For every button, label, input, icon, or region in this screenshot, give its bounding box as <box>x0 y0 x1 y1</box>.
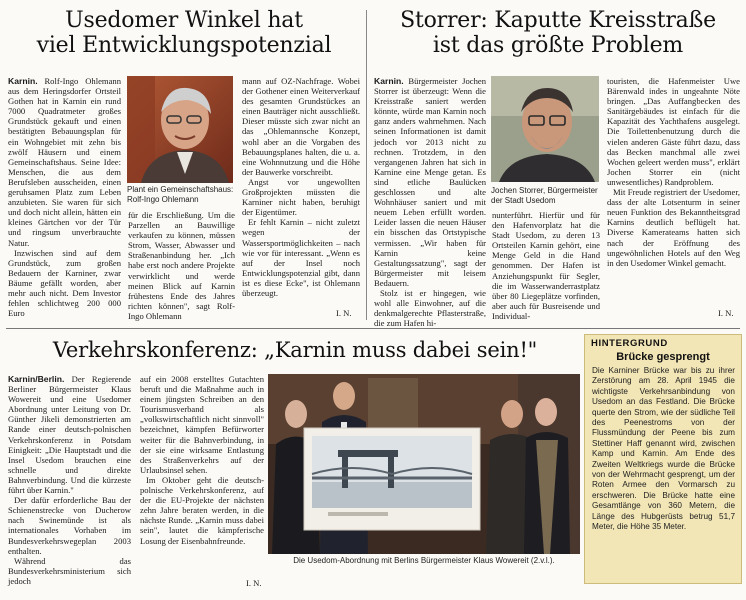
article3-headline: Verkehrskonferenz: „Karnin muss dabei sein!" <box>52 338 538 362</box>
article3-text-5: Im Oktober geht die deutsch-polnische Verkehrskonferenz, auf der die EU-Projekte der nächsten zehn Jahre beraten werden, in die nächste Runde. „Karnin muss dabei sein", lautet die kämpferische Losung der Eisenbahnfreunde. <box>140 474 264 546</box>
article3-dateline: Karnin/Berlin. <box>8 374 65 384</box>
article3-text-3: Während das Bundesverkehrsministerium sich jedoch <box>8 555 131 586</box>
article2-column-3 <box>607 76 740 316</box>
article2-headline <box>372 8 744 58</box>
section-divider <box>6 328 740 329</box>
article2-dateline: Karnin. <box>374 76 404 86</box>
sidebar-tag: HINTERGRUND <box>591 338 668 349</box>
article3-column-1 <box>8 374 131 586</box>
article2-text-4: touristen, die Hafenmeister Uwe Bärenwald indes in ungeahnte Nöte bringen. „Das Auffangbecken des Sanitärgebäudes ist einfach für die Kapazität des Yachthafens ausgelegt. Die Toilettenbenutzung durch die vielen anderen Gäste führt dazu, dass das Becken manchmal alle zwei Wochen geleert werden muss", erklärt Jochen Storrer ein (nicht unwesentliches) Randproblem. <box>607 76 740 187</box>
article1-column-2 <box>128 210 235 324</box>
article1-headline-line1: Usedomer Winkel hat <box>65 8 303 33</box>
article3-text-2: Der dafür erforderliche Bau der Schienenstrecke von Ducherow nach Swinemünde ist als internationales Vorhaben im Bundesverkehrswegeplan 2003 enthalten. <box>8 495 131 556</box>
article1-headline-line2: viel Entwicklungspotenzial <box>36 33 332 58</box>
article1-text-5: Angst vor ungewollten Großprojekten müssten die Karniner nicht haben, beruhigt der Eigentümer. <box>242 176 360 218</box>
article1-text-6: Er fehlt Karnin – nicht zuletzt wegen der Wassersportmöglichkeiten – nach wie vor für interessant. „Wenn es auf der Insel noch Entwicklungspotenzial gibt, dann ist es diese Ecke", ist Ohlemann überzeugt. <box>242 217 360 298</box>
background-sidebar <box>584 334 742 584</box>
article1-signature: I. N. <box>336 308 352 318</box>
article1-text-2: Inzwischen sind auf dem Grundstück, zum großen Bedauern der Karniner, zwar Bäume gefällt worden, aber mehr auch nicht. Dem Investor fehlen schlichtweg 200 000 Euro <box>8 247 121 319</box>
photo-caption-delegation: Die Usedom-Abordnung mit Berlins Bürgermeister Klaus Wowereit (2.v.l.). <box>293 556 555 565</box>
article1-headline <box>4 8 364 58</box>
portrait-photo-storrer <box>491 76 599 182</box>
article2-text-1: Bürgermeister Jochen Storrer ist überzeugt: Wenn die Kreisstraße saniert werden könnte, würde man Karnin noch ganz anders wahrnehmen. Nach seinen Informationen ist damit jedoch vor 2013 nicht zu rechnen. Trotzdem, in den vergangenen Jahren hat sich in Karnine eine Menge getan. Es sind etliche Baulücken geschlossen und alte Wohnhäuser saniert und mit neuem Leben erfüllt worden. Leider lassen die neuen Häuser ein bisschen das Ortstypische vermissen. „Wir haben für Karnin keine Gestaltungssatzung", sagt der Bürgermeister mit leisem Bedauern. <box>374 76 486 288</box>
article3-text-4: auf ein 2008 erstelltes Gutachten beruft und die Maßnahme auch in einem jüngsten Schreiben an den Tourismusverband als „volkswirtschaftlich nicht sinnvoll" bezeichnet, kämpfen Befürworter weiter für die Bahnverbindung, in der sie eine wirksame Entlastung des Straßenverkehrs auf der Urlaubsinsel sehen. <box>140 374 264 475</box>
sidebar-body: Die Karniner Brücke war bis zu ihrer Zerstörung am 28. April 1945 die wichtigste Verkehrsanbindung von Usedom an das Festland. Die Brücke querte den Strom, wie der südliche Teil des Peenestroms von der Flussmündung der Peene bis zum Stettiner Haff genannt wird, zwischen Kamp und Karnin. Am Ende des Zweiten Weltkriegs wurde die Brücke von der Wehrmacht gesprengt, um der Roten Armee den Vormarsch zu erschweren. Die Brücke hatte eine Gesamtlänge von 360 Metern, die Länge des Hubgerüsts betrug 51,7 Meter, die Höhe 35 Meter. <box>592 366 735 532</box>
article2-text-5: Mit Freude registriert der Usedomer, dass der alte Lotsenturm in seiner neuen Funktion des Bekanntheitsgrad Karnins deutlich beflügelt hat. Diverse Kamerateams hatten sich nach der Eröffnung des ungewöhnlichen Hotels auf den Weg in den Usedomer Winkel gemacht. <box>607 187 740 268</box>
article3-text-1: Der Regierende Berliner Bürgermeister Klaus Wowereit und eine Usedomer Abordnung unter Leitung von Dr. Günther Jikeli demonstrierten am Rande einer deutsch-polnischen Verkehrskonferenz in Potsdam Einigkeit: „Die Hauptstadt und die Insel Usedom brauchen eine schnelle und direkte Bahnverbindung. Und die kürzeste führt über Karnin." <box>8 374 131 496</box>
photo-caption-ohlemann: Plant ein Gemeinschaftshaus: Rolf-Ingo Ohlemann <box>127 185 234 204</box>
portrait-photo-ohlemann <box>127 76 233 183</box>
photo-caption-storrer: Jochen Storrer, Bürgermeister der Stadt Usedom <box>491 186 598 205</box>
sidebar-title: Brücke gesprengt <box>616 351 710 363</box>
article3-column-2 <box>140 374 264 580</box>
article2-headline-line2: ist das größte Problem <box>432 33 684 58</box>
article1-column-1 <box>8 76 121 324</box>
group-photo-usedom-delegation <box>268 374 580 554</box>
article1-column-3 <box>242 76 360 316</box>
article1-dateline: Karnin. <box>8 76 38 86</box>
article1-text-4: mann auf OZ-Nachfrage. Wobei der Gothener einen Weiterverkauf des gesamten Grundstückes an einen Bauträger nicht ausschließt. Dieser müsste sich zwar nicht an das „Ohlemannsche Konzept, wohl aber an die Vorgaben des Bebauungsplanes halten, die u. a. eine Wohnnutzung und die Höhe der Bauwerke vorschreibt. <box>242 76 360 177</box>
article2-signature: I. N. <box>718 308 734 318</box>
article3-signature: I. N. <box>246 578 262 588</box>
article2-headline-line1: Storrer: Kaputte Kreisstraße <box>400 8 716 33</box>
article1-text-3: für die Erschließung. Um die Parzellen an Bauwillige verkaufen zu können, müssen Strom, Wasser, Abwasser und Straßenanbindung her. „Ich habe erst noch andere Projekte verwirklicht und werde meinen Blick auf Karnin frühestens Ende des Jahres richten können", sagt Rolf-Ingo Ohlemann <box>128 210 235 321</box>
article2-text-3: nunterführt. Hierfür und für den Hafenvorplatz hat die Stadt Usedom, zu deren 13 Ortsteilen Karnin gehört, eine Menge Geld in die Hand genommen. Der Hafen ist Anziehungspunkt für Segler, die im Wasserwanderrastplatz über 80 Liegeplätze vorfinden, aber auch für Busreisende und Individual- <box>492 210 600 321</box>
article1-text-1: Rolf-Ingo Ohlemann aus dem Heringsdorfer Ortsteil Gothen hat in Karnin ein rund 7000 Quadratmeter großes Grundstück gekauft und einen bestätigten Bebauungsplan für ein Wohngebiet mit zehn bis zwölf Häusern und einem Gemeinschaftshaus. Seine Idee: Menschen, die aus dem Berufsleben ausscheiden, einen geruhsamen Platz zum Leben anzubieten. Sie waren für sich und doch nicht allein, hätten ein kleines Gärtchen vor der Tür und ringsum unverbrauchte Natur. <box>8 76 121 248</box>
article2-text-2: Stolz ist er hingegen, wie wohl alle Einwohner, auf die denkmalgerechte Pflasterstraße, die zum Hafen hi- <box>374 287 486 329</box>
article2-column-1 <box>374 76 486 329</box>
article2-column-2 <box>492 210 600 324</box>
column-divider <box>366 10 367 320</box>
